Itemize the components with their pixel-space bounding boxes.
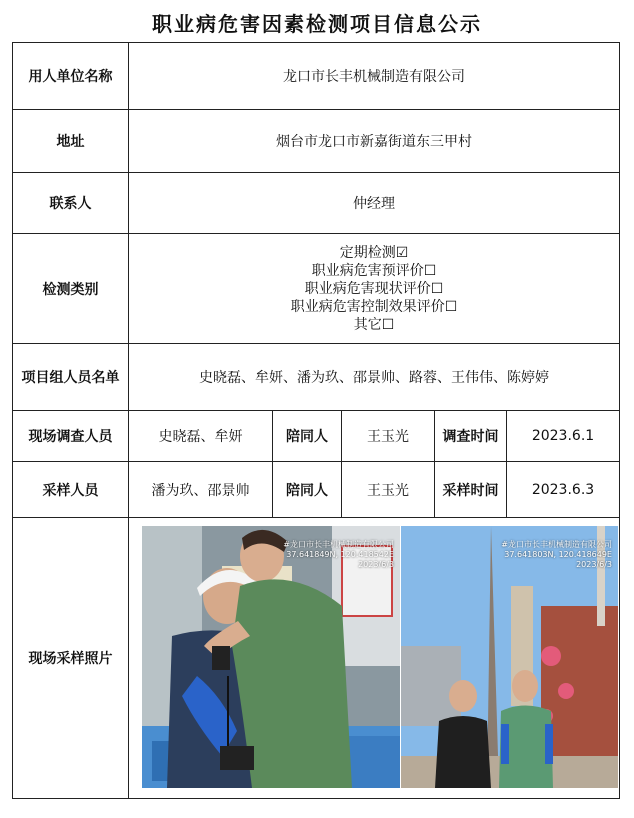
survey-time-value: 2023.6.1: [506, 410, 620, 462]
photo-watermark: #龙口市长丰机械制造有限公司 37.641849N, 120.418542E 2023/6/3: [283, 540, 394, 569]
sampling-value: 潘为玖、邵景帅: [128, 461, 273, 518]
employer-label: 用人单位名称: [12, 42, 129, 110]
sampling-photo-worker: [142, 526, 400, 788]
address-value: 烟台市龙口市新嘉街道东三甲村: [128, 109, 620, 173]
photo-watermark: #龙口市长丰机械制造有限公司 37.641803N, 120.418649E 2023/6/3: [501, 540, 612, 569]
survey-time-label: 调查时间: [434, 410, 507, 462]
contact-value: 仲经理: [128, 172, 620, 234]
photos-label: 现场采样照片: [12, 517, 129, 799]
sampling-companion-label: 陪同人: [272, 461, 342, 518]
sampling-photo-site: [401, 526, 618, 788]
employer-value: 龙口市长丰机械制造有限公司: [128, 42, 620, 110]
test-type-option: 职业病危害现状评价☐: [304, 280, 444, 297]
sampling-label: 采样人员: [12, 461, 129, 518]
test-type-option: 职业病危害控制效果评价☐: [290, 298, 458, 315]
test-type-option: 其它☐: [353, 316, 395, 333]
sampling-time-value: 2023.6.3: [506, 461, 620, 518]
sampling-time-label: 采样时间: [434, 461, 507, 518]
test-type-label: 检测类别: [12, 233, 129, 344]
info-table: [12, 42, 620, 799]
page-title: 职业病危害因素检测项目信息公示: [152, 12, 482, 36]
test-type-option: 职业病危害预评价☐: [311, 262, 437, 279]
survey-value: 史晓磊、牟妍: [128, 410, 273, 462]
team-label: 项目组人员名单: [12, 343, 129, 411]
contact-label: 联系人: [12, 172, 129, 234]
address-label: 地址: [12, 109, 129, 173]
test-type-option: 定期检测☑: [339, 244, 409, 261]
sampling-companion-value: 王玉光: [341, 461, 435, 518]
test-type-options: [128, 233, 620, 344]
survey-label: 现场调查人员: [12, 410, 129, 462]
survey-companion-value: 王玉光: [341, 410, 435, 462]
survey-companion-label: 陪同人: [272, 410, 342, 462]
team-value: 史晓磊、牟妍、潘为玖、邵景帅、路蓉、王伟伟、陈婷婷: [128, 343, 620, 411]
